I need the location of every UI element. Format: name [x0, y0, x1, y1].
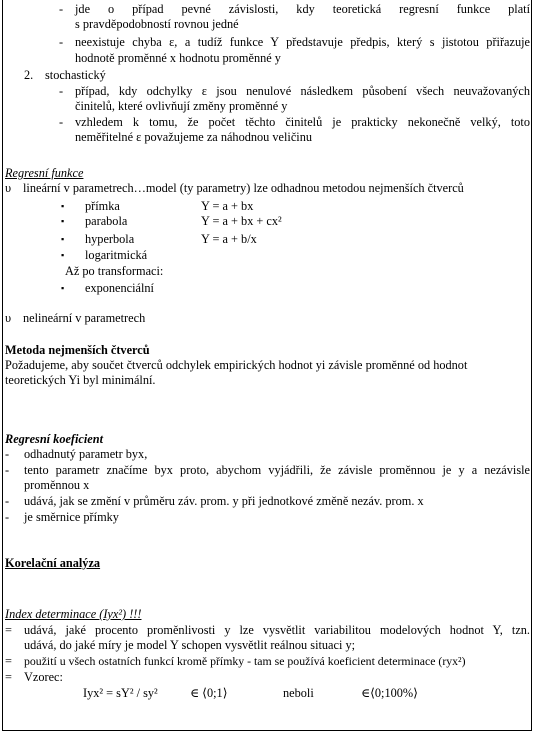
function-name: přímka [85, 199, 120, 213]
formula: Iyx² = sY² / sy² [83, 686, 158, 700]
paragraph-line: teoretických Yi byl minimální. [5, 373, 156, 387]
list-item-line: proměnnou x [24, 478, 90, 492]
list-item-line: jde o případ pevné závislosti, kdy teoretická regresní funkce platí [75, 2, 530, 16]
list-number: 2. [24, 68, 34, 82]
list-bullet: - [59, 2, 64, 16]
list-bullet: = [5, 670, 12, 684]
list-bullet: = [5, 654, 12, 668]
section-heading: Regresní funkce [5, 166, 84, 180]
bullet-icon: ▪ [61, 283, 65, 293]
function-formula: Y = a + b/x [201, 232, 257, 246]
function-formula: Y = a + bx [201, 199, 254, 213]
function-name: parabola [85, 214, 128, 228]
list-item-line: s pravděpodobností rovnou jedné [75, 17, 239, 31]
list-item-line: činitelů, které ovlivňují změny proměnné y [75, 99, 288, 113]
bullet-icon: ▪ [61, 201, 65, 211]
list-item-line: udává, jaké procento proměnlivosti y lze vysvětlit variabilitou modelových hodnot Y, tzn. [24, 623, 530, 637]
list-item-line: udává, do jaké míry je model Y schopen vysvětlit reálnou situaci y; [24, 638, 356, 652]
bullet-icon: ▪ [61, 216, 65, 226]
list-bullet: - [5, 447, 10, 461]
symbol: υ [5, 181, 12, 195]
function-name: exponenciální [85, 281, 154, 295]
list-bullet: - [59, 84, 64, 98]
list-item-line: vzhledem k tomu, že počet těchto činitelů je prakticky nekonečně velký, toto [75, 115, 530, 129]
or-label: neboli [283, 686, 314, 700]
list-item-line: je směrnice přímky [24, 510, 119, 524]
function-formula: Y = a + bx + cx² [201, 214, 282, 228]
paragraph-line: nelineární v parametrech [23, 311, 146, 325]
symbol: υ [5, 311, 12, 325]
section-heading: Metoda nejmenších čtverců [5, 343, 150, 357]
list-item-line: odhadnutý parametr byx, [24, 447, 148, 461]
section-heading: Index determinace (Iyx²) !!! [5, 607, 142, 621]
list-bullet: = [5, 623, 12, 637]
list-bullet: - [59, 115, 64, 129]
list-item-line: použití u všech ostatních funkcí kromě přímky - tam se používá koeficient determinace (ryx²) [24, 654, 466, 668]
list-item-line: neměřitelné ε považujeme za náhodnou veličinu [75, 130, 313, 144]
list-item-line: udává, jak se změní v průměru záv. prom. y při jednotkové změně nezáv. prom. x [24, 494, 424, 508]
range-value: ∈ ⟨0;1⟩ [190, 686, 228, 700]
list-item-label: stochastický [45, 68, 106, 82]
bullet-icon: ▪ [61, 234, 65, 244]
section-heading: Korelační analýza [5, 556, 101, 570]
bullet-icon: ▪ [61, 250, 65, 260]
transform-label: Až po transformaci: [65, 264, 164, 278]
list-item-line: Vzorec: [24, 670, 63, 684]
list-item-line: neexistuje chyba ε, a tudíž funkce Y představuje předpis, který s jistotou přiřazuje [75, 35, 530, 49]
range-value: ∈⟨0;100%⟩ [361, 686, 418, 700]
list-bullet: - [5, 494, 10, 508]
paragraph-line: lineární v parametrech…model (ty parametry) lze odhadnou metodou nejmenších čtverců [23, 181, 464, 195]
list-item-line: hodnotě proměnné x hodnotu proměnné y [75, 51, 281, 65]
function-name: hyperbola [85, 232, 135, 246]
function-name: logaritmická [85, 248, 148, 262]
list-item-line: případ, kdy odchylky ε jsou nenulové následkem působení všech neuvažovaných [75, 84, 530, 98]
section-heading: Regresní koeficient [5, 432, 104, 446]
list-item-line: tento parametr značíme byx proto, abychom vyjádřili, že závisle proměnnou je y a nezávisle [24, 463, 530, 477]
paragraph-line: Požadujeme, aby součet čtverců odchylek empirických hodnot yi závisle proměnné od hodnot [5, 358, 468, 372]
list-bullet: - [5, 510, 10, 524]
list-bullet: - [59, 35, 64, 49]
list-bullet: - [5, 463, 10, 477]
